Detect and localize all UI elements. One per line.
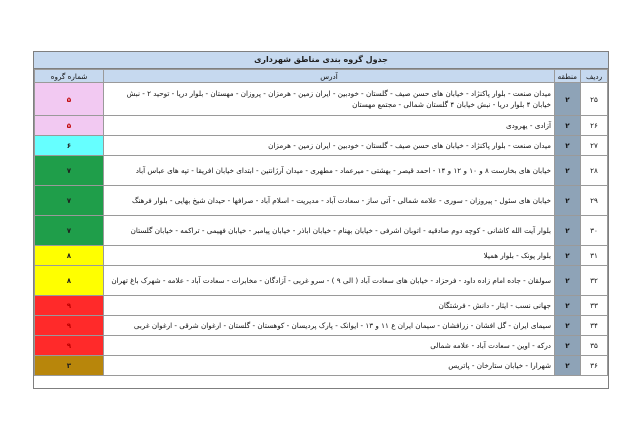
table-row	[35, 356, 608, 376]
region-cell: ۲	[555, 116, 581, 136]
address-cell: درکه - اوین - سعادت آباد - علامه شمالی	[104, 336, 555, 356]
row-number-cell: ۲۷	[581, 136, 608, 156]
header-region: منطقه	[555, 70, 581, 83]
group-cell: ۳	[35, 356, 104, 376]
group-cell: ۷	[35, 156, 104, 186]
table-row	[35, 266, 608, 296]
row-number-cell: ۳۵	[581, 336, 608, 356]
region-cell: ۲	[555, 336, 581, 356]
region-cell: ۲	[555, 296, 581, 316]
address-cell: جهانی نسب - ایثار - دانش - فرشتگان	[104, 296, 555, 316]
region-cell: ۲	[555, 156, 581, 186]
region-cell: ۲	[555, 316, 581, 336]
grouping-table	[34, 69, 608, 376]
address-cell: شهرارا - خیابان ستارخان - پاتریس	[104, 356, 555, 376]
table-row	[35, 246, 608, 266]
group-cell: ۸	[35, 246, 104, 266]
region-cell: ۲	[555, 266, 581, 296]
region-cell: ۲	[555, 186, 581, 216]
row-number-cell: ۳۲	[581, 266, 608, 296]
row-number-cell: ۳۳	[581, 296, 608, 316]
row-number-cell: ۳۰	[581, 216, 608, 246]
address-cell: میدان صنعت - بلوار پاکنژاد - خیابان های حسن صیف - گلستان - خودبین - ایران زمین - هرمزان - پروزان - مهستان - بلوار دریا - توحید ۲ - نبش خیابان ۴ بلوار دریا - نبش خیابان ۴ گلستان شمالی - مجتمع مهستان	[104, 83, 555, 116]
row-number-cell: ۲۸	[581, 156, 608, 186]
group-cell: ۵	[35, 83, 104, 116]
header-row	[35, 70, 608, 83]
row-number-cell: ۳۱	[581, 246, 608, 266]
group-cell: ۹	[35, 316, 104, 336]
table-row	[35, 186, 608, 216]
region-cell: ۲	[555, 216, 581, 246]
address-cell: سولقان - جاده امام زاده داود - فرحزاد - خیابان های سعادت آباد ( الی ۹ ) - سرو غربی - آزادگان - مخابرات - سعادت آباد - علامه - شهرک باغ تهران	[104, 266, 555, 296]
table-row	[35, 156, 608, 186]
table-title: جدول گروه بندی مناطق شهرداری	[34, 52, 608, 69]
group-cell: ۹	[35, 296, 104, 316]
row-number-cell: ۳۶	[581, 356, 608, 376]
table-row	[35, 336, 608, 356]
region-cell: ۲	[555, 83, 581, 116]
region-cell: ۲	[555, 356, 581, 376]
row-number-cell: ۳۴	[581, 316, 608, 336]
table-row	[35, 296, 608, 316]
table-row	[35, 316, 608, 336]
group-cell: ۹	[35, 336, 104, 356]
group-cell: ۵	[35, 116, 104, 136]
row-number-cell: ۲۶	[581, 116, 608, 136]
table-row	[35, 116, 608, 136]
table-row	[35, 83, 608, 116]
table-row	[35, 136, 608, 156]
header-row-number: ردیف	[581, 70, 608, 83]
address-cell: خیابان های بخارست ۸ و ۱۰ و ۱۲ و ۱۴ - احمد قیصر - بهشتی - میرعماد - مطهری - میدان آرژانتین - ابتدای خیابان افریقا - تپه های عباس آباد	[104, 156, 555, 186]
address-cell: بلوار پونک - بلوار همیلا	[104, 246, 555, 266]
address-cell: بلوار آیت الله کاشانی - کوچه دوم صادقیه - اتوبان اشرفی - خیابان بهنام - خیابان اباذر - خیابان پیامبر - خیابان فهیمی - تراکمه - خیابان گلستان	[104, 216, 555, 246]
header-group-number: شماره گروه	[35, 70, 104, 83]
table-row	[35, 216, 608, 246]
row-number-cell: ۲۵	[581, 83, 608, 116]
header-address: آدرس	[104, 70, 555, 83]
region-cell: ۲	[555, 246, 581, 266]
group-cell: ۸	[35, 266, 104, 296]
address-cell: آزادی - یهرودی	[104, 116, 555, 136]
region-cell: ۲	[555, 136, 581, 156]
address-cell: میدان صنعت - بلوار پاکنژاد - خیابان های حسن صیف - گلستان - خودبین - ایران زمین - هرمزان	[104, 136, 555, 156]
group-cell: ۶	[35, 136, 104, 156]
row-number-cell: ۲۹	[581, 186, 608, 216]
group-cell: ۷	[35, 186, 104, 216]
address-cell: خیابان های سئول - پیروزان - سوری - علامه شمالی - آتی ساز - سعادت آباد - مدیریت - اسلام آباد - صرافها - حیدان شیخ بهایی - بلوار فرهنگ	[104, 186, 555, 216]
grouping-table-frame	[33, 51, 609, 389]
group-cell: ۷	[35, 216, 104, 246]
address-cell: سیمای ایران - گل افشان - زرافشان - سیمان ایران ع ۱۱ و ۱۳ - ایوانک - پارک پردیسان - کوهستان - گلستان - ارغوان شرقی - ارغوان غربی	[104, 316, 555, 336]
